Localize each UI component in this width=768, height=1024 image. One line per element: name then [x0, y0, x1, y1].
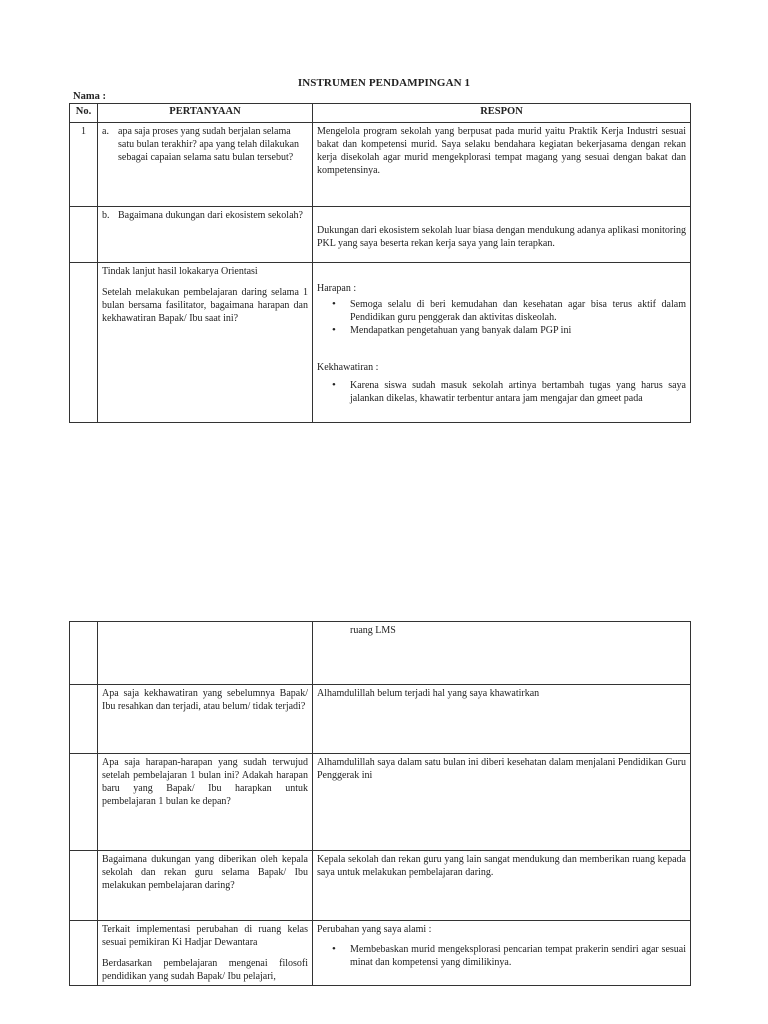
item-label: b. [102, 210, 110, 221]
question-cell: Bagaimana dukungan yang diberikan oleh kepala sekolah dan rekan guru selama Bapak/ Ibu melakukan pembelajaran daring? [98, 851, 313, 921]
response-cell [313, 263, 691, 423]
list-item: • Karena siswa sudah masuk sekolah artinya bertambah tugas yang harus saya jalankan dikelas, khawatir terbentur antara jam mengajar dan gmeet pada [350, 379, 686, 405]
instrument-table-page-2 [69, 621, 691, 986]
question-cell [98, 921, 313, 986]
question-cell: Apa saja harapan-harapan yang sudah terwujud setelah pembelajaran 1 bulan ini? Adakah harapan baru yang Bapak/ Ibu harapkan untuk pembelajaran 1 bulan ke depan? [98, 754, 313, 851]
question-cell [98, 263, 313, 423]
question-text: Berdasarkan pembelajaran mengenai filosofi pendidikan yang sudah Bapak/ Ibu pelajari, [102, 958, 308, 982]
table-row [70, 754, 691, 851]
harapan-label: Harapan : [317, 283, 357, 294]
response-cell: Mengelola program sekolah yang berpusat pada murid yaitu Praktik Kerja Industri sesuai bakat dan kompetensi murid. Saya selaku bendahara kegiatan bekerjasama dengan rekan kerja disekolah agar murid mengekplorasi tempat magang yang sesuai dengan bakat dan kompetensinya. [313, 123, 691, 207]
row-number: 1 [70, 123, 98, 207]
response-cell: Kepala sekolah dan rekan guru yang lain sangat mendukung dan memberikan ruang kepada saya untuk melakukan pembelajaran daring. [313, 851, 691, 921]
question-item-a [102, 125, 308, 164]
question-heading: Tindak lanjut hasil lokakarya Orientasi [102, 266, 258, 277]
row-number-empty [70, 207, 98, 263]
nama-label: Nama : [73, 91, 106, 102]
response-continuation: ruang LMS [350, 625, 396, 636]
header-respon: RESPON [313, 104, 691, 123]
table-row [70, 263, 691, 423]
table-row [70, 207, 691, 263]
table-row [70, 685, 691, 754]
question-text: Terkait implementasi perubahan di ruang kelas sesuai pemikiran Ki Hadjar Dewantara [102, 924, 308, 948]
document-title: INSTRUMEN PENDAMPINGAN 1 [297, 77, 471, 89]
question-cell: Apa saja kekhawatiran yang sebelumnya Bapak/ Ibu resahkan dan terjadi, atau belum/ tidak terjadi? [98, 685, 313, 754]
row-number-empty [70, 921, 98, 986]
harapan-list [317, 298, 686, 337]
row-number-empty [70, 622, 98, 685]
table-header-row [70, 104, 691, 123]
question-cell [98, 207, 313, 263]
question-item-b [102, 209, 308, 222]
header-no: No. [70, 104, 98, 123]
table-row [70, 921, 691, 986]
response-cell [313, 921, 691, 986]
item-label: a. [102, 126, 109, 137]
question-text: Setelah melakukan pembelajaran daring selama 1 bulan bersama fasilitator, bagaimana harapan dan kekhawatiran Bapak/ Ibu saat ini? [102, 287, 308, 324]
table-row [70, 851, 691, 921]
kekhawatiran-list [317, 379, 686, 405]
response-cell [313, 207, 691, 263]
instrument-table-page-1 [69, 103, 691, 423]
kekhawatiran-label: Kekhawatiran : [317, 362, 379, 373]
question-text: apa saja proses yang sudah berjalan selama satu bulan terakhir? apa yang telah dilakukan sebagai capaian selama satu bulan tersebut? [118, 126, 300, 163]
row-number-empty [70, 685, 98, 754]
list-item: • Semoga selalu di beri kemudahan dan kesehatan agar bisa terus aktif dalam Pendidikan guru penggerak dan aktivitas diskeolah. [350, 298, 686, 324]
perubahan-label: Perubahan yang saya alami : [317, 924, 432, 935]
perubahan-list [317, 943, 686, 969]
header-pertanyaan: PERTANYAAN [98, 104, 313, 123]
list-item: • Membebaskan murid mengeksplorasi pencarian tempat prakerin sendiri agar sesuai minat dan kompetensi yang dimilikinya. [350, 943, 686, 969]
question-cell [98, 123, 313, 207]
question-text: Bagaimana dukungan dari ekosistem sekolah? [118, 210, 303, 221]
response-cell: Alhamdulillah belum terjadi hal yang saya khawatirkan [313, 685, 691, 754]
table-row [70, 622, 691, 685]
row-number-empty [70, 754, 98, 851]
response-text: Dukungan dari ekosistem sekolah luar biasa dengan mendukung adanya aplikasi monitoring PKL yang saya beserta rekan kerja saya yang lain terapkan. [317, 225, 686, 249]
row-number-empty [70, 851, 98, 921]
list-item: • Mendapatkan pengetahuan yang banyak dalam PGP ini [350, 324, 686, 337]
response-cell [313, 622, 691, 685]
table-row [70, 123, 691, 207]
question-cell-empty [98, 622, 313, 685]
response-cell: Alhamdulillah saya dalam satu bulan ini diberi kesehatan dalam menjalani Pendidikan Guru Penggerak ini [313, 754, 691, 851]
row-number-empty [70, 263, 98, 423]
